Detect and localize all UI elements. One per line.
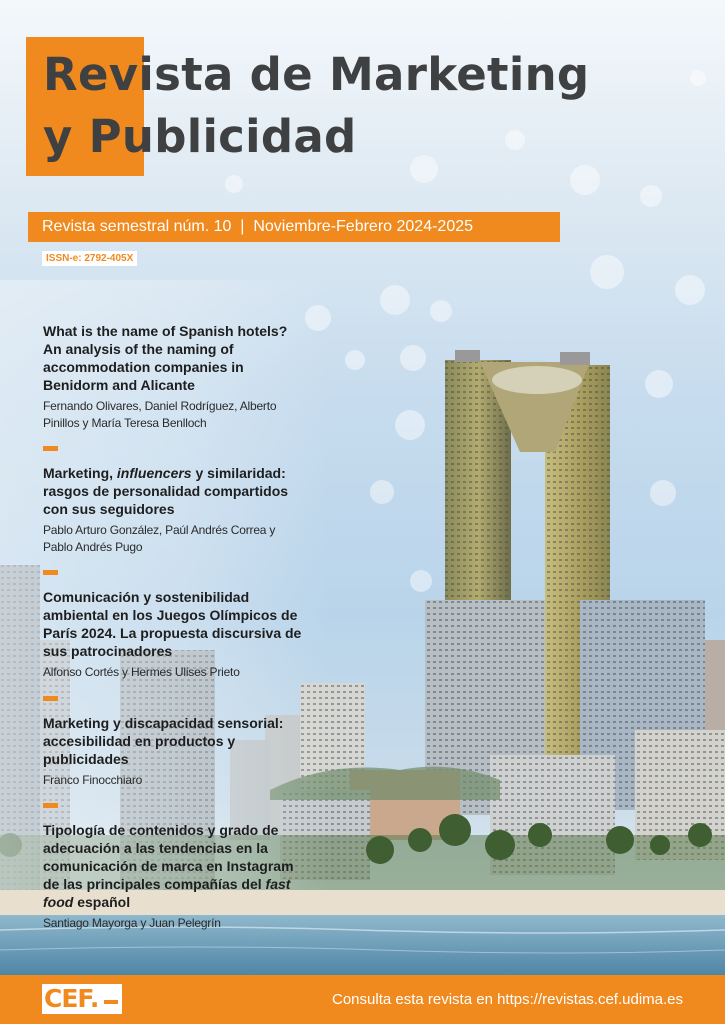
article-title	[43, 821, 303, 911]
article-title: Comunicación y sostenibilidad ambiental en los Juegos Olímpicos de París 2024. La propuesta discursiva de sus patrocinadores	[43, 589, 302, 659]
issn-badge: ISSN-e: 2792-405X	[42, 251, 137, 266]
article-separator	[43, 803, 58, 808]
footer-website-link[interactable]: Consulta esta revista en https://revistas.cef.udima.es	[332, 991, 683, 1008]
article-authors: Fernando Olivares, Daniel Rodríguez, Alberto Pinillos y María Teresa Benlloch	[43, 399, 277, 430]
article-title: Marketing y discapacidad sensorial: accesibilidad en productos y publicidades	[43, 714, 284, 767]
journal-title-line-1: Revista de Marketing	[43, 48, 590, 101]
article-authors: Franco Finocchiaro	[43, 772, 143, 787]
article-title-part: Marketing,	[43, 465, 117, 481]
article-authors: Alfonso Cortés y Hermes Ulises Prieto	[43, 665, 240, 679]
article-title-part: español	[73, 894, 131, 910]
article-authors: Pablo Arturo González, Paúl Andrés Correa y Pablo Andrés Pugo	[43, 523, 276, 554]
article-entry	[43, 464, 303, 555]
article-title-emphasis: fast food	[43, 876, 291, 910]
cef-logo-dash	[104, 1000, 118, 1004]
table-of-contents	[43, 322, 303, 932]
article-entry	[43, 821, 303, 932]
article-title-part: y similaridad: rasgos de personalidad compartidos con sus seguidores	[43, 465, 292, 517]
article-title	[43, 464, 303, 518]
article-title-emphasis: influencers	[116, 465, 192, 481]
article-title-part: Tipología de contenidos y grado de adecuación a las tendencias en la comunicación de marca en Instagram de las principales compañías del	[43, 822, 298, 892]
article-separator	[43, 570, 58, 575]
article-separator	[43, 696, 58, 701]
article-entry	[43, 588, 303, 681]
article-entry	[43, 714, 303, 789]
article-title: What is the name of Spanish hotels? An analysis of the naming of accommodation companies in Benidorm and Alicante	[43, 323, 288, 393]
article-authors: Santiago Mayorga y Juan Pelegrín	[43, 916, 221, 930]
cef-logo-text: CEF.	[44, 984, 99, 1013]
issue-info-bar: Revista semestral núm. 10 | Noviembre-Febrero 2024-2025	[28, 212, 560, 242]
article-entry	[43, 322, 303, 431]
article-separator	[43, 446, 58, 451]
journal-title-line-2: y Publicidad	[43, 110, 357, 163]
